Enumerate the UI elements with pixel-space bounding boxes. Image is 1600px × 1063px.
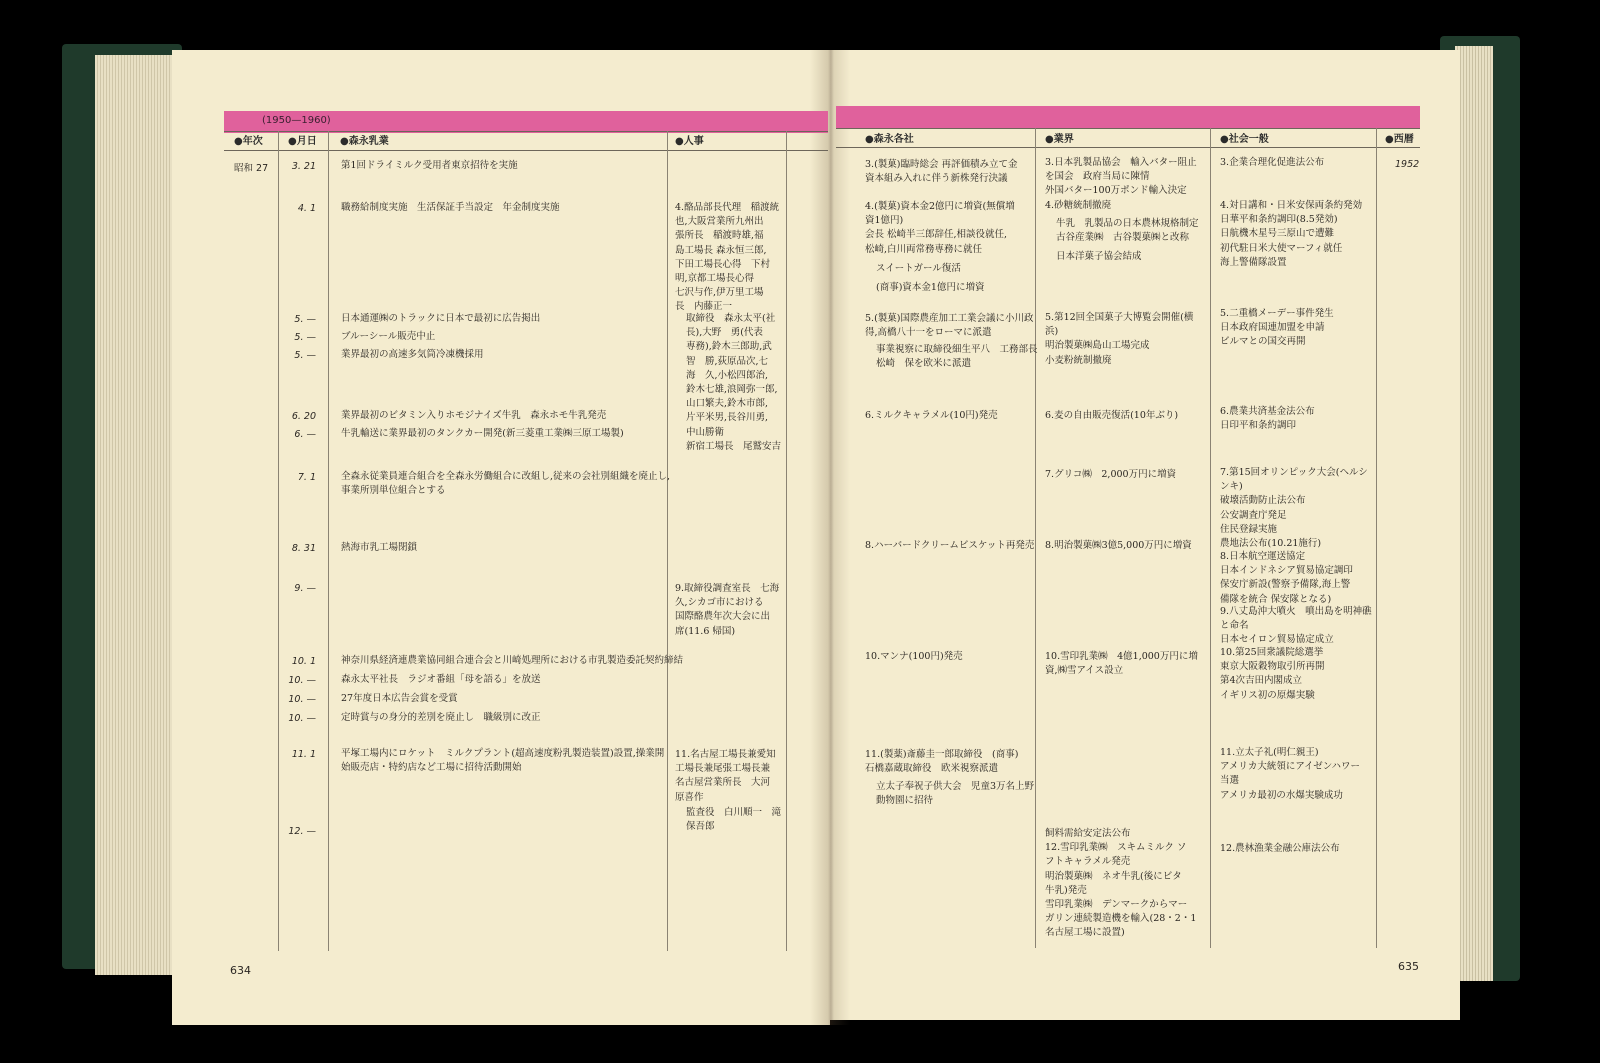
society-entry: 9.八丈島沖大噴火 噴出島を明神礁 と命名 日本セイロン貿易協定成立 xyxy=(1220,606,1372,646)
affiliate-entry: スイートガール復活 xyxy=(876,263,961,274)
date-entry: 5. — xyxy=(294,314,316,325)
header-rule-bottom-right xyxy=(836,147,1420,148)
page-edges-right xyxy=(1455,46,1493,981)
company-entry: 業界最初の高速多気筒冷凍機採用 xyxy=(341,349,484,360)
company-entry: 平塚工場内にロケット ミルクプラント(超高速度粉乳製造装置)設置,操業開 始販売店・特約店など工場に招待活動開始 xyxy=(341,748,665,774)
header-affiliates: ●森永各社 xyxy=(865,134,914,145)
affiliate-entry: (商事)資本金1億円に増資 xyxy=(876,282,985,293)
date-entry: 12. — xyxy=(288,826,316,837)
company-entry: ブルーシール販売中止 xyxy=(341,331,436,342)
western-year: 1952 xyxy=(1395,159,1420,170)
society-entry: 6.農業共済基金法公布 日印平和条約調印 xyxy=(1220,406,1315,432)
date-entry: 11. 1 xyxy=(291,749,316,760)
divider-industry xyxy=(1210,128,1211,948)
company-entry: 熱海市乳工場閉鎖 xyxy=(341,542,418,553)
divider-company xyxy=(667,131,668,951)
date-entry: 4. 1 xyxy=(297,203,316,214)
date-entry: 5. — xyxy=(294,332,316,343)
date-entry: 5. — xyxy=(294,350,316,361)
divider-personnel xyxy=(786,131,787,951)
date-entry: 6. — xyxy=(294,429,316,440)
company-entry: 業界最初のビタミン入りホモジナイズ牛乳 森永ホモ牛乳発売 xyxy=(341,410,607,421)
header-industry: ●業界 xyxy=(1045,134,1074,145)
company-entry: 神奈川県経済連農業協同組合連合会と川崎処理所における市乳製造委託契約締結 xyxy=(341,655,684,666)
company-entry: 職務給制度実施 生活保証手当設定 年金制度実施 xyxy=(341,202,560,213)
page-edges-left xyxy=(95,55,175,975)
industry-entry: 牛乳 乳製品の日本農林規格制定 古谷産業㈱ 古谷製菓㈱と改称 xyxy=(1056,218,1199,244)
industry-entry: 7.グリコ㈱ 2,000万円に増資 xyxy=(1045,469,1177,480)
society-entry: 10.第25回衆議院総選挙 東京大阪穀物取引所再開 第4次吉田内閣成立 イギリス初の原爆実験 xyxy=(1220,647,1325,701)
date-entry: 8. 31 xyxy=(291,543,316,554)
affiliate-entry: 事業視察に取締役細生平八 工務部長 松崎 保を欧米に派遣 xyxy=(876,344,1038,370)
header-date: ●月日 xyxy=(288,136,317,147)
personnel-entry: 監査役 白川順一 滝 保吾郎 xyxy=(686,807,782,833)
header-year: ●年次 xyxy=(234,136,263,147)
company-entry: 全森永従業員連合組合を全森永労働組合に改組し,従来の会社別組織を廃止し, 事業所別単位組合とする xyxy=(341,471,671,497)
industry-entry: 日本洋菓子協会結成 xyxy=(1056,251,1142,262)
industry-entry: 8.明治製菓㈱3億5,000万円に増資 xyxy=(1045,540,1192,551)
book-spine-shadow xyxy=(810,50,850,1025)
company-entry: 定時賞与の身分的差別を廃止し 職級別に改正 xyxy=(341,712,541,723)
divider-society xyxy=(1376,128,1377,948)
date-entry: 10. — xyxy=(288,675,316,686)
personnel-entry: 4.酪品部長代理 稲渡統 也,大阪営業所九州出 張所長 稲渡時雄,福 島工場長 森永恒三郎, 下田工場長心得 下村 明,京都工場長心得 七沢与作,伊万里工場 長 内藤正一 xyxy=(675,202,780,313)
industry-entry: 3.日本乳製品協会 輸入バター阻止 を国会 政府当局に陳情 外国バター100万ポンド輸入決定 xyxy=(1045,157,1197,197)
society-entry: 7.第15回オリンピック大会(ヘルシ ンキ) 破壊活動防止法公布 公安調査庁発足 住民登録実施 農地法公布(10.21施行) xyxy=(1220,467,1368,550)
affiliate-entry: 10.マンナ(100円)発売 xyxy=(865,651,963,662)
society-entry: 8.日本航空運送協定 日本インドネシア貿易協定調印 保安庁新設(警察予備隊,海上警 備隊を統合 保安隊となる) xyxy=(1220,551,1353,605)
society-entry: 12.農林漁業金融公庫法公布 xyxy=(1220,843,1340,854)
header-personnel: ●人事 xyxy=(675,136,704,147)
company-entry: 日本通運㈱のトラックに日本で最初に広告掲出 xyxy=(341,313,541,324)
date-entry: 10. 1 xyxy=(291,656,316,667)
affiliate-entry: 4.(製菓)資本金2億円に増資(無償増 資1億円) 会長 松崎半三郎辞任,相談役就任, 松崎,白川両常務専務に就任 xyxy=(865,201,1015,255)
header-band-left xyxy=(224,111,828,133)
society-entry: 11.立太子礼(明仁親王) アメリカ大統領にアイゼンハワー 当選 アメリカ最初の水爆実験成功 xyxy=(1220,747,1361,801)
page-number-left: 634 xyxy=(230,964,251,977)
society-entry: 5.二重橋メーデー事件発生 日本政府国連加盟を申請 ビルマとの国交再開 xyxy=(1220,308,1334,348)
personnel-entry: 11.名古屋工場長兼愛知 工場長兼尾張工場長兼 名古屋営業所長 大河 原喜作 xyxy=(675,749,776,803)
affiliate-entry: 3.(製菓)臨時総会 再評価積み立て金 資本組み入れに伴う新株発行決議 xyxy=(865,159,1018,185)
header-society: ●社会一般 xyxy=(1220,134,1269,145)
date-entry: 9. — xyxy=(294,583,316,594)
industry-entry: 6.麦の自由販売復活(10年ぶり) xyxy=(1045,410,1179,421)
society-entry: 3.企業合理化促進法公布 xyxy=(1220,157,1325,168)
company-entry: 第1回ドライミルク受用者東京招待を実施 xyxy=(341,160,518,171)
divider-date xyxy=(328,131,329,951)
divider-affiliates xyxy=(1035,128,1036,948)
header-band-right xyxy=(836,106,1420,128)
page-number-right: 635 xyxy=(1398,960,1419,973)
year-label: 昭和 27 xyxy=(234,163,269,174)
left-page xyxy=(172,50,830,1025)
personnel-entry: 取締役 森永太平(社 長),大野 勇(代表 専務),鈴木三郎助,武 智 勝,荻原品次,七 海 久,小松四郎治, 鈴木七雄,浪岡弥一郎, 山口繁夫,鈴木市郎, 片平米男,長谷川勇, 中山勝衛 新宿工場長 尾鷲安吉 xyxy=(686,313,782,452)
industry-entry: 飼料需給安定法公布 12.雪印乳業㈱ スキムミルク ソ フトキャラメル発売 明治製菓㈱ ネオ牛乳(後にビタ 牛乳)発売 雪印乳業㈱ デンマークからマー ガリン連続製造機を輸入(28・2・1 名古屋工場に設置) xyxy=(1045,828,1197,939)
date-entry: 6. 20 xyxy=(291,411,316,422)
company-entry: 森永太平社長 ラジオ番組「母を語る」を放送 xyxy=(341,674,541,685)
company-entry: 牛乳輸送に業界最初のタンクカー開発(新三菱重工業㈱三原工場製) xyxy=(341,428,624,439)
header-company: ●森永乳業 xyxy=(340,136,389,147)
header-rule-top-left xyxy=(224,131,828,132)
affiliate-entry: 6.ミルクキャラメル(10円)発売 xyxy=(865,410,998,421)
industry-entry: 5.第12回全国菓子大博覧会開催(横 浜) 明治製菓㈱島山工場完成 小麦粉統制撤廃 xyxy=(1045,312,1194,366)
personnel-entry: 9.取締役調査室長 七海 久,シカゴ市における 国際酪農年次大会に出 席(11.6 帰国) xyxy=(675,583,780,637)
affiliate-entry: 8.ハーバードクリームビスケット再発売 xyxy=(865,540,1035,551)
company-entry: 27年度日本広告会賞を受賞 xyxy=(341,693,458,704)
range-label: (1950—1960) xyxy=(262,115,331,126)
affiliate-entry: 11.(製薬)斎藤圭一郎取締役 (商事) 石橋嘉蔵取締役 欧米視察派遣 xyxy=(865,749,1019,775)
date-entry: 10. — xyxy=(288,713,316,724)
industry-entry: 4.砂糖統制撤廃 xyxy=(1045,200,1112,211)
affiliate-entry: 立太子奉祝子供大会 児童3万名上野 動物園に招待 xyxy=(876,781,1035,807)
header-rule-top-right xyxy=(836,128,1420,129)
header-rule-bottom-left xyxy=(224,150,828,151)
society-entry: 4.対日講和・日米安保両条約発効 日華平和条約調印(8.5発効) 日航機木星号三原山で遭難 初代駐日米大使マーフィ就任 海上警備隊設置 xyxy=(1220,200,1363,268)
industry-entry: 10.雪印乳業㈱ 4億1,000万円に増 資,㈱雪アイス設立 xyxy=(1045,651,1198,677)
date-entry: 3. 21 xyxy=(291,161,316,172)
affiliate-entry: 5.(製菓)国際農産加工工業会議に小川政 得,高橋八十一をローマに派遣 xyxy=(865,313,1034,339)
header-western: ●西暦 xyxy=(1385,134,1414,145)
date-entry: 7. 1 xyxy=(297,472,316,483)
date-entry: 10. — xyxy=(288,694,316,705)
